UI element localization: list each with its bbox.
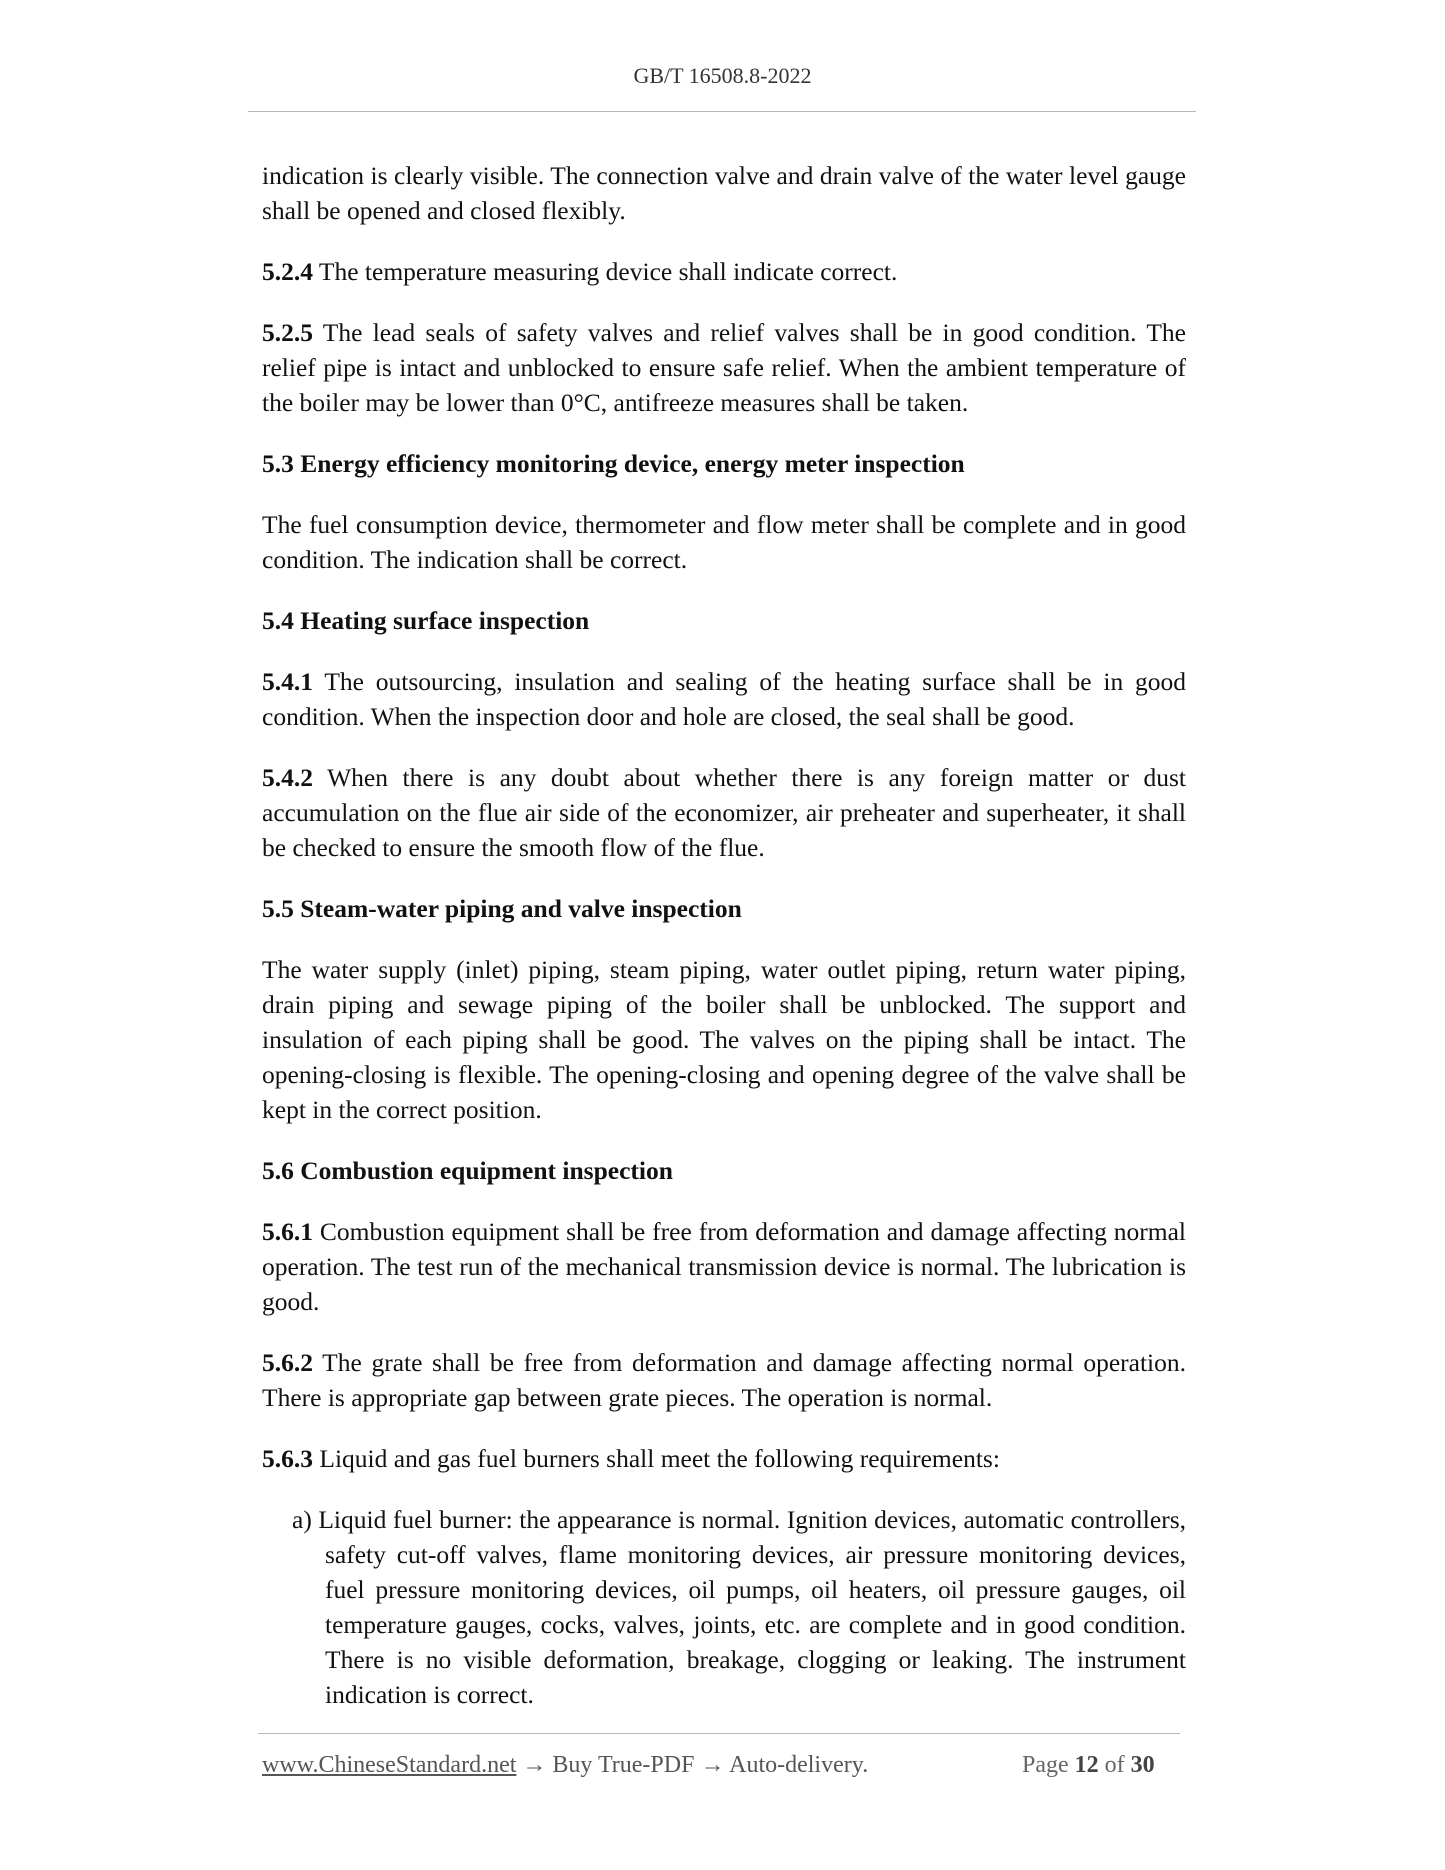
- clause-number: 5.4.2: [262, 763, 313, 792]
- page-indicator: [1022, 1752, 1155, 1779]
- page-current: 12: [1074, 1752, 1099, 1778]
- clause-text: The outsourcing, insulation and sealing of the heating surface shall be in good condition. When the inspection door and hole are closed, the seal shall be good.: [262, 667, 1186, 731]
- footer-divider: [258, 1733, 1180, 1734]
- section-heading-5-6: 5.6 Combustion equipment inspection: [262, 1156, 673, 1185]
- clause-5-6-1: [262, 1214, 1186, 1319]
- paragraph-5-3: The fuel consumption device, thermometer and flow meter shall be complete and in good condition. The indication shall be correct.: [262, 510, 1186, 574]
- header-divider: [248, 111, 1196, 112]
- document-body: [262, 158, 1186, 1738]
- clause-number: 5.2.5: [262, 318, 313, 347]
- paragraph-continuation: indication is clearly visible. The connection valve and drain valve of the water level gauge shall be opened and closed flexibly.: [262, 161, 1186, 225]
- clause-5-6-3: [262, 1441, 1186, 1476]
- clause-5-2-5: [262, 315, 1186, 420]
- clause-text: The temperature measuring device shall indicate correct.: [313, 257, 898, 286]
- running-header: GB/T 16508.8-2022: [633, 63, 812, 88]
- clause-number: 5.2.4: [262, 257, 313, 286]
- clause-number: 5.6.1: [262, 1217, 313, 1246]
- clause-number: 5.6.3: [262, 1444, 313, 1473]
- clause-5-4-1: [262, 664, 1186, 734]
- clause-number: 5.6.2: [262, 1348, 313, 1377]
- clause-text: When there is any doubt about whether there is any foreign matter or dust accumulation on the flue air side of the economizer, air preheater and superheater, it shall be checked to ensure the smooth flow of the flue.: [262, 763, 1186, 862]
- clause-number: 5.4.1: [262, 667, 313, 696]
- clause-5-6-2: [262, 1345, 1186, 1415]
- clause-text: The lead seals of safety valves and relief valves shall be in good condition. The relief pipe is intact and unblocked to ensure safe relief. When the ambient temperature of the boiler may be lower than 0°C, antifreeze measures shall be taken.: [262, 318, 1186, 417]
- promo-text: → Buy True-PDF → Auto-delivery.: [516, 1752, 869, 1778]
- section-heading-5-3: 5.3 Energy efficiency monitoring device, energy meter inspection: [262, 449, 965, 478]
- list-item-a: a) Liquid fuel burner: the appearance is normal. Ignition devices, automatic controllers, safety cut-off valves, flame monitoring devices, air pressure monitoring devices, fuel pressure monitoring devices, oil pumps, oil heaters, oil pressure gauges, oil temperature gauges, cocks, valves, joints, etc. are complete and in good condition. There is no visible deformation, breakage, clogging or leaking. The instrument indication is correct.: [292, 1505, 1186, 1709]
- clause-text: Combustion equipment shall be free from deformation and damage affecting normal operation. The test run of the mechanical transmission device is normal. The lubrication is good.: [262, 1217, 1186, 1316]
- clause-5-4-2: [262, 760, 1186, 865]
- paragraph-5-5: The water supply (inlet) piping, steam piping, water outlet piping, return water piping, drain piping and sewage piping of the boiler shall be unblocked. The support and insulation of each piping shall be good. The valves on the piping shall be intact. The opening-closing is flexible. The opening-closing and opening degree of the valve shall be kept in the correct position.: [262, 955, 1186, 1124]
- page-total: 30: [1130, 1752, 1155, 1778]
- section-heading-5-4: 5.4 Heating surface inspection: [262, 606, 590, 635]
- clause-text: Liquid and gas fuel burners shall meet the following requirements:: [313, 1444, 1000, 1473]
- site-link[interactable]: www.ChineseStandard.net: [262, 1752, 517, 1778]
- page-label: Page: [1022, 1752, 1069, 1778]
- clause-text: The grate shall be free from deformation and damage affecting normal operation. There is appropriate gap between grate pieces. The operation is normal.: [262, 1348, 1186, 1412]
- clause-5-2-4: [262, 254, 1186, 289]
- page-of: of: [1104, 1752, 1125, 1778]
- footer-promo: [262, 1752, 868, 1779]
- section-heading-5-5: 5.5 Steam-water piping and valve inspection: [262, 894, 742, 923]
